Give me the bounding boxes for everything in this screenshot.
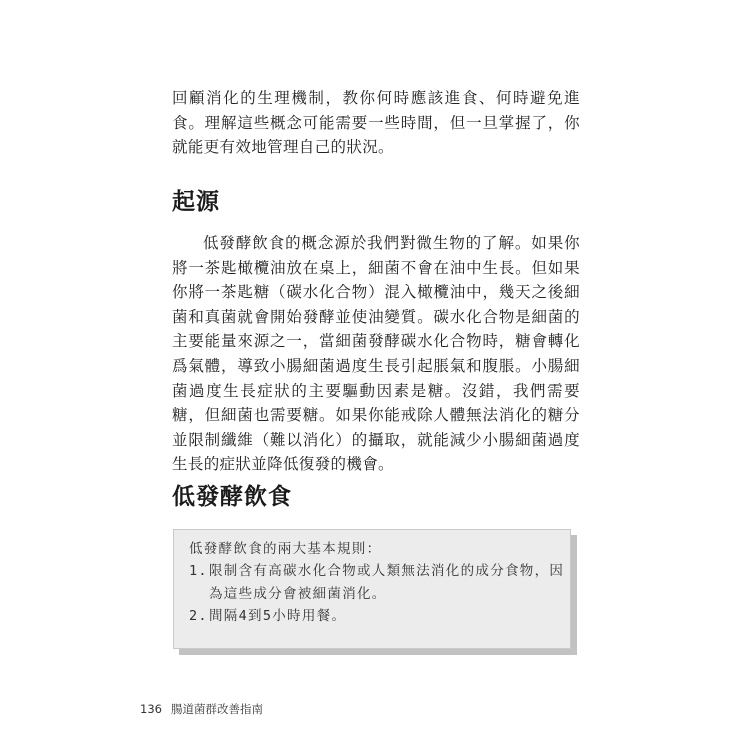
rules-list bbox=[189, 560, 569, 628]
origin-paragraph: 低發酵飲食的概念源於我們對微生物的了解。如果你將一茶匙橄欖油放在桌上，細菌不會在油中生長。但如果你將一茶匙糖（碳水化合物）混入橄欖油中，幾天之後細菌和真菌就會開始發酵並使油變質。碳水化合物是細菌的主要能量來源之一，當細菌發酵碳水化合物時，糖會轉化爲氣體，導致小腸細菌過度生長引起脹氣和腹脹。小腸細菌過度生長症狀的主要驅動因素是糖。沒錯，我們需要糖，但細菌也需要糖。如果你能戒除人體無法消化的糖分並限制纖維（難以消化）的攝取，就能減少小腸細菌過度生長的症狀並降低復發的機會。 bbox=[172, 234, 580, 474]
page-footer bbox=[140, 701, 263, 717]
book-title: 腸道菌群改善指南 bbox=[170, 702, 263, 716]
section-heading-origin: 起源 bbox=[172, 189, 220, 215]
rules-note-title: 低發酵飲食的兩大基本規則： bbox=[189, 541, 382, 557]
rule-number: 2. bbox=[189, 608, 208, 624]
intro-paragraph: 回顧消化的生理機制，教你何時應該進食、何時避免進食。理解這些概念可能需要一些時間，但一旦掌握了，你就能更有效地管理自己的狀況。 bbox=[172, 89, 580, 157]
page-number: 136 bbox=[140, 702, 162, 716]
rule-text: 間隔4到5小時用餐。 bbox=[209, 608, 347, 624]
rule-number: 1. bbox=[189, 563, 208, 579]
rule-item-2 bbox=[189, 605, 569, 628]
section-heading-low-fermentation-diet: 低發酵飲食 bbox=[172, 484, 292, 510]
rule-text: 限制含有高碳水化合物或人類無法消化的成分食物，因為這些成分會被細菌消化。 bbox=[209, 563, 565, 602]
rule-item-1 bbox=[189, 560, 569, 605]
